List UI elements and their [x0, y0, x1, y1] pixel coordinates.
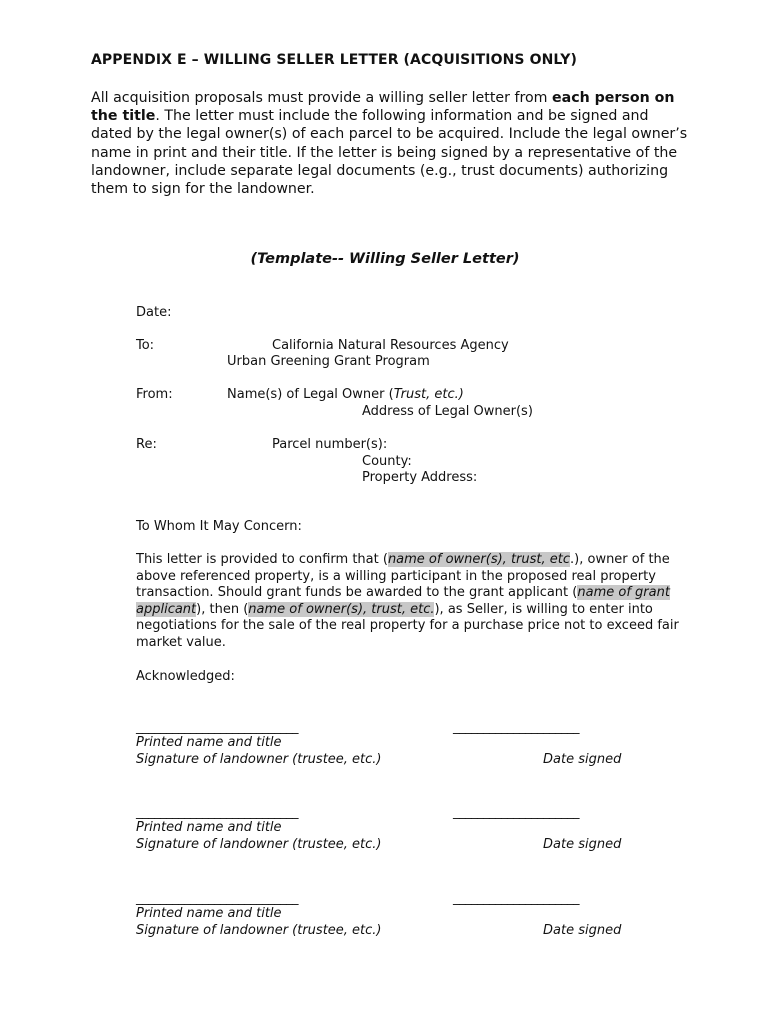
intro-paragraph — [91, 89, 691, 198]
date-signed-label: Date signed — [543, 923, 622, 938]
date-line: _____________________ — [453, 891, 579, 906]
body-text-2: .), owner of the above referenced property, is a willing participant in the proposed real property transaction. Should grant funds be awarded to the grant applicant ( — [136, 552, 670, 601]
date-signed-label: Date signed — [543, 752, 622, 767]
re-parcel-number: Parcel number(s): — [272, 437, 388, 452]
intro-bold-text: each person on the title — [91, 90, 675, 125]
date-line: _____________________ — [453, 720, 579, 735]
body-text-1: This letter is provided to confirm that ( — [136, 552, 388, 567]
signature-label: Signature of landowner (trustee, etc.) — [136, 752, 382, 767]
body-text-4: ), as Seller, is willing to enter into negotiations for the sale of the real property for a purchase price not to exceed fair market value. — [136, 601, 679, 650]
date-line: _____________________ — [453, 805, 579, 820]
signature-line: ___________________________ — [136, 720, 298, 735]
signature-label: Signature of landowner (trustee, etc.) — [136, 923, 382, 938]
printed-name-label: Printed name and title — [136, 735, 282, 750]
from-owner-trust: Trust, etc.) — [393, 387, 464, 402]
re-label: Re: — [136, 437, 157, 452]
printed-name-label: Printed name and title — [136, 906, 282, 921]
from-label: From: — [136, 387, 173, 402]
from-line1 — [227, 387, 464, 404]
appendix-heading: APPENDIX E – WILLING SELLER LETTER (ACQUISITIONS ONLY) — [91, 52, 577, 68]
signature-label: Signature of landowner (trustee, etc.) — [136, 837, 382, 852]
to-recipient-line2: Urban Greening Grant Program — [227, 354, 430, 369]
printed-name-label: Printed name and title — [136, 820, 282, 835]
from-owner-name: Name(s) of Legal Owner ( — [227, 387, 394, 402]
placeholder-grant-applicant: name of grant applicant — [136, 585, 670, 617]
body-text-3: ), then ( — [196, 601, 249, 617]
signature-line: ___________________________ — [136, 891, 298, 906]
to-label: To: — [136, 338, 155, 353]
intro-text-2: . The letter must include the following information and be signed and dated by the legal owner(s) of each parcel to be acquired. Include the legal owner’s name in print and their title. If the letter is being signed by a representative of the landowner, include separate legal documents (e.g., trust documents) authorizing them to sign for the landowner. — [91, 108, 688, 198]
re-county: County: — [362, 454, 412, 469]
from-address: Address of Legal Owner(s) — [362, 404, 533, 419]
date-label: Date: — [136, 305, 172, 320]
acknowledged-label: Acknowledged: — [136, 669, 235, 684]
intro-text-1: All acquisition proposals must provide a willing seller letter from — [91, 90, 552, 106]
signature-line: ___________________________ — [136, 805, 298, 820]
re-property-address: Property Address: — [362, 470, 478, 485]
placeholder-owner-name-2: name of owner(s), trust, etc. — [248, 601, 435, 617]
to-recipient-line1: California Natural Resources Agency — [272, 338, 509, 353]
letter-body — [136, 552, 696, 652]
salutation: To Whom It May Concern: — [136, 519, 302, 534]
template-title: (Template-- Willing Seller Letter) — [250, 251, 520, 267]
date-signed-label: Date signed — [543, 837, 622, 852]
placeholder-owner-name: name of owner(s), trust, etc — [387, 552, 571, 567]
